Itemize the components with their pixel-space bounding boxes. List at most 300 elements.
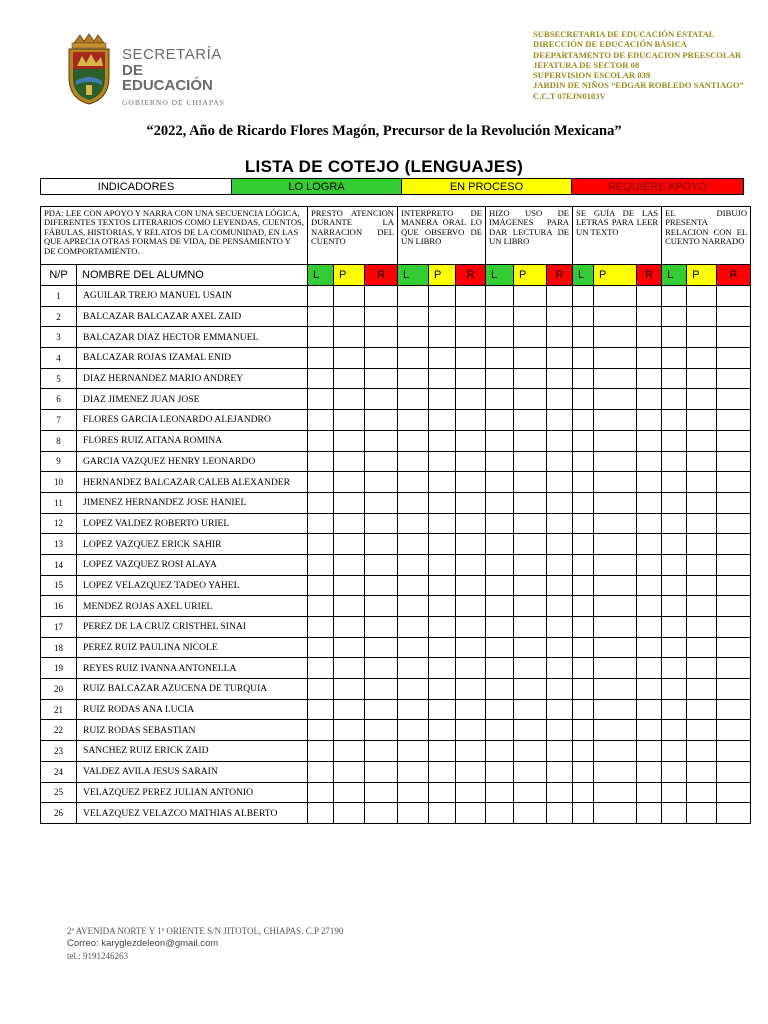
checkbox-cell[interactable] <box>486 720 514 741</box>
checkbox-cell[interactable] <box>594 389 637 410</box>
checkbox-cell[interactable] <box>594 637 637 658</box>
checkbox-cell[interactable] <box>365 617 398 638</box>
checkbox-cell[interactable] <box>637 513 662 534</box>
checkbox-cell[interactable] <box>514 699 547 720</box>
checkbox-cell[interactable] <box>687 472 717 493</box>
checkbox-cell[interactable] <box>547 472 573 493</box>
checkbox-cell[interactable] <box>486 389 514 410</box>
checkbox-cell[interactable] <box>662 368 687 389</box>
checkbox-cell[interactable] <box>514 492 547 513</box>
checkbox-cell[interactable] <box>662 699 687 720</box>
checkbox-cell[interactable] <box>365 348 398 369</box>
checkbox-cell[interactable] <box>717 782 751 803</box>
checkbox-cell[interactable] <box>717 596 751 617</box>
checkbox-cell[interactable] <box>662 720 687 741</box>
checkbox-cell[interactable] <box>308 699 334 720</box>
checkbox-cell[interactable] <box>594 534 637 555</box>
checkbox-cell[interactable] <box>429 596 456 617</box>
checkbox-cell[interactable] <box>594 658 637 679</box>
checkbox-cell[interactable] <box>514 451 547 472</box>
checkbox-cell[interactable] <box>573 741 594 762</box>
checkbox-cell[interactable] <box>573 306 594 327</box>
checkbox-cell[interactable] <box>456 741 486 762</box>
checkbox-cell[interactable] <box>334 658 365 679</box>
checkbox-cell[interactable] <box>637 741 662 762</box>
checkbox-cell[interactable] <box>334 410 365 431</box>
checkbox-cell[interactable] <box>687 596 717 617</box>
checkbox-cell[interactable] <box>514 389 547 410</box>
checkbox-cell[interactable] <box>514 286 547 307</box>
checkbox-cell[interactable] <box>514 596 547 617</box>
checkbox-cell[interactable] <box>308 513 334 534</box>
checkbox-cell[interactable] <box>398 637 429 658</box>
checkbox-cell[interactable] <box>687 348 717 369</box>
checkbox-cell[interactable] <box>514 534 547 555</box>
checkbox-cell[interactable] <box>637 803 662 824</box>
checkbox-cell[interactable] <box>594 430 637 451</box>
checkbox-cell[interactable] <box>637 327 662 348</box>
checkbox-cell[interactable] <box>365 430 398 451</box>
checkbox-cell[interactable] <box>486 410 514 431</box>
checkbox-cell[interactable] <box>573 720 594 741</box>
checkbox-cell[interactable] <box>486 596 514 617</box>
checkbox-cell[interactable] <box>514 782 547 803</box>
checkbox-cell[interactable] <box>429 348 456 369</box>
checkbox-cell[interactable] <box>594 451 637 472</box>
checkbox-cell[interactable] <box>662 658 687 679</box>
checkbox-cell[interactable] <box>514 348 547 369</box>
checkbox-cell[interactable] <box>456 575 486 596</box>
checkbox-cell[interactable] <box>398 596 429 617</box>
checkbox-cell[interactable] <box>334 389 365 410</box>
checkbox-cell[interactable] <box>717 410 751 431</box>
checkbox-cell[interactable] <box>717 761 751 782</box>
checkbox-cell[interactable] <box>687 720 717 741</box>
checkbox-cell[interactable] <box>456 348 486 369</box>
checkbox-cell[interactable] <box>637 720 662 741</box>
checkbox-cell[interactable] <box>486 658 514 679</box>
checkbox-cell[interactable] <box>514 637 547 658</box>
checkbox-cell[interactable] <box>662 596 687 617</box>
checkbox-cell[interactable] <box>662 451 687 472</box>
checkbox-cell[interactable] <box>687 761 717 782</box>
checkbox-cell[interactable] <box>456 327 486 348</box>
checkbox-cell[interactable] <box>547 534 573 555</box>
checkbox-cell[interactable] <box>637 679 662 700</box>
checkbox-cell[interactable] <box>398 368 429 389</box>
checkbox-cell[interactable] <box>514 658 547 679</box>
checkbox-cell[interactable] <box>334 554 365 575</box>
checkbox-cell[interactable] <box>637 554 662 575</box>
checkbox-cell[interactable] <box>365 803 398 824</box>
checkbox-cell[interactable] <box>365 492 398 513</box>
checkbox-cell[interactable] <box>717 389 751 410</box>
checkbox-cell[interactable] <box>717 720 751 741</box>
checkbox-cell[interactable] <box>308 803 334 824</box>
checkbox-cell[interactable] <box>573 699 594 720</box>
checkbox-cell[interactable] <box>398 679 429 700</box>
checkbox-cell[interactable] <box>514 306 547 327</box>
checkbox-cell[interactable] <box>662 554 687 575</box>
checkbox-cell[interactable] <box>687 699 717 720</box>
checkbox-cell[interactable] <box>398 451 429 472</box>
checkbox-cell[interactable] <box>717 679 751 700</box>
checkbox-cell[interactable] <box>398 699 429 720</box>
checkbox-cell[interactable] <box>456 492 486 513</box>
checkbox-cell[interactable] <box>334 679 365 700</box>
checkbox-cell[interactable] <box>687 430 717 451</box>
checkbox-cell[interactable] <box>637 306 662 327</box>
checkbox-cell[interactable] <box>308 348 334 369</box>
checkbox-cell[interactable] <box>429 472 456 493</box>
checkbox-cell[interactable] <box>514 679 547 700</box>
checkbox-cell[interactable] <box>687 389 717 410</box>
checkbox-cell[interactable] <box>334 720 365 741</box>
checkbox-cell[interactable] <box>456 513 486 534</box>
checkbox-cell[interactable] <box>429 637 456 658</box>
checkbox-cell[interactable] <box>486 430 514 451</box>
checkbox-cell[interactable] <box>514 410 547 431</box>
checkbox-cell[interactable] <box>573 513 594 534</box>
checkbox-cell[interactable] <box>486 368 514 389</box>
checkbox-cell[interactable] <box>662 741 687 762</box>
checkbox-cell[interactable] <box>456 472 486 493</box>
checkbox-cell[interactable] <box>486 286 514 307</box>
checkbox-cell[interactable] <box>687 451 717 472</box>
checkbox-cell[interactable] <box>486 472 514 493</box>
checkbox-cell[interactable] <box>398 410 429 431</box>
checkbox-cell[interactable] <box>573 327 594 348</box>
checkbox-cell[interactable] <box>573 679 594 700</box>
checkbox-cell[interactable] <box>429 492 456 513</box>
checkbox-cell[interactable] <box>398 554 429 575</box>
checkbox-cell[interactable] <box>308 554 334 575</box>
checkbox-cell[interactable] <box>365 368 398 389</box>
checkbox-cell[interactable] <box>594 306 637 327</box>
checkbox-cell[interactable] <box>456 286 486 307</box>
checkbox-cell[interactable] <box>429 617 456 638</box>
checkbox-cell[interactable] <box>514 803 547 824</box>
checkbox-cell[interactable] <box>429 782 456 803</box>
checkbox-cell[interactable] <box>687 741 717 762</box>
checkbox-cell[interactable] <box>687 513 717 534</box>
checkbox-cell[interactable] <box>662 534 687 555</box>
checkbox-cell[interactable] <box>662 286 687 307</box>
checkbox-cell[interactable] <box>334 782 365 803</box>
checkbox-cell[interactable] <box>429 658 456 679</box>
checkbox-cell[interactable] <box>594 720 637 741</box>
checkbox-cell[interactable] <box>547 699 573 720</box>
checkbox-cell[interactable] <box>308 575 334 596</box>
checkbox-cell[interactable] <box>547 327 573 348</box>
checkbox-cell[interactable] <box>687 617 717 638</box>
checkbox-cell[interactable] <box>398 782 429 803</box>
checkbox-cell[interactable] <box>573 534 594 555</box>
checkbox-cell[interactable] <box>398 286 429 307</box>
checkbox-cell[interactable] <box>662 782 687 803</box>
checkbox-cell[interactable] <box>547 761 573 782</box>
checkbox-cell[interactable] <box>398 617 429 638</box>
checkbox-cell[interactable] <box>594 679 637 700</box>
checkbox-cell[interactable] <box>429 803 456 824</box>
checkbox-cell[interactable] <box>486 348 514 369</box>
checkbox-cell[interactable] <box>547 430 573 451</box>
checkbox-cell[interactable] <box>662 472 687 493</box>
checkbox-cell[interactable] <box>594 327 637 348</box>
checkbox-cell[interactable] <box>547 658 573 679</box>
checkbox-cell[interactable] <box>687 327 717 348</box>
checkbox-cell[interactable] <box>334 741 365 762</box>
checkbox-cell[interactable] <box>547 741 573 762</box>
checkbox-cell[interactable] <box>429 679 456 700</box>
checkbox-cell[interactable] <box>662 637 687 658</box>
checkbox-cell[interactable] <box>717 658 751 679</box>
checkbox-cell[interactable] <box>456 389 486 410</box>
checkbox-cell[interactable] <box>456 658 486 679</box>
checkbox-cell[interactable] <box>514 368 547 389</box>
checkbox-cell[interactable] <box>334 699 365 720</box>
checkbox-cell[interactable] <box>687 286 717 307</box>
checkbox-cell[interactable] <box>334 637 365 658</box>
checkbox-cell[interactable] <box>334 513 365 534</box>
checkbox-cell[interactable] <box>398 761 429 782</box>
checkbox-cell[interactable] <box>573 658 594 679</box>
checkbox-cell[interactable] <box>573 368 594 389</box>
checkbox-cell[interactable] <box>687 679 717 700</box>
checkbox-cell[interactable] <box>687 803 717 824</box>
checkbox-cell[interactable] <box>308 451 334 472</box>
checkbox-cell[interactable] <box>334 617 365 638</box>
checkbox-cell[interactable] <box>429 699 456 720</box>
checkbox-cell[interactable] <box>398 534 429 555</box>
checkbox-cell[interactable] <box>429 306 456 327</box>
checkbox-cell[interactable] <box>717 430 751 451</box>
checkbox-cell[interactable] <box>547 554 573 575</box>
checkbox-cell[interactable] <box>573 761 594 782</box>
checkbox-cell[interactable] <box>514 327 547 348</box>
checkbox-cell[interactable] <box>429 389 456 410</box>
checkbox-cell[interactable] <box>365 720 398 741</box>
checkbox-cell[interactable] <box>486 761 514 782</box>
checkbox-cell[interactable] <box>662 348 687 369</box>
checkbox-cell[interactable] <box>365 286 398 307</box>
checkbox-cell[interactable] <box>594 286 637 307</box>
checkbox-cell[interactable] <box>662 761 687 782</box>
checkbox-cell[interactable] <box>398 348 429 369</box>
checkbox-cell[interactable] <box>334 430 365 451</box>
checkbox-cell[interactable] <box>486 617 514 638</box>
checkbox-cell[interactable] <box>486 492 514 513</box>
checkbox-cell[interactable] <box>334 472 365 493</box>
checkbox-cell[interactable] <box>429 451 456 472</box>
checkbox-cell[interactable] <box>365 741 398 762</box>
checkbox-cell[interactable] <box>456 782 486 803</box>
checkbox-cell[interactable] <box>687 554 717 575</box>
checkbox-cell[interactable] <box>547 513 573 534</box>
checkbox-cell[interactable] <box>637 451 662 472</box>
checkbox-cell[interactable] <box>456 761 486 782</box>
checkbox-cell[interactable] <box>637 492 662 513</box>
checkbox-cell[interactable] <box>486 306 514 327</box>
checkbox-cell[interactable] <box>365 679 398 700</box>
checkbox-cell[interactable] <box>308 472 334 493</box>
checkbox-cell[interactable] <box>637 410 662 431</box>
checkbox-cell[interactable] <box>456 410 486 431</box>
checkbox-cell[interactable] <box>365 575 398 596</box>
checkbox-cell[interactable] <box>594 782 637 803</box>
checkbox-cell[interactable] <box>637 596 662 617</box>
checkbox-cell[interactable] <box>637 782 662 803</box>
checkbox-cell[interactable] <box>573 286 594 307</box>
checkbox-cell[interactable] <box>573 575 594 596</box>
checkbox-cell[interactable] <box>573 803 594 824</box>
checkbox-cell[interactable] <box>365 389 398 410</box>
checkbox-cell[interactable] <box>547 451 573 472</box>
checkbox-cell[interactable] <box>398 430 429 451</box>
checkbox-cell[interactable] <box>398 741 429 762</box>
checkbox-cell[interactable] <box>365 451 398 472</box>
checkbox-cell[interactable] <box>365 472 398 493</box>
checkbox-cell[interactable] <box>456 617 486 638</box>
checkbox-cell[interactable] <box>594 699 637 720</box>
checkbox-cell[interactable] <box>429 761 456 782</box>
checkbox-cell[interactable] <box>365 306 398 327</box>
checkbox-cell[interactable] <box>717 534 751 555</box>
checkbox-cell[interactable] <box>429 430 456 451</box>
checkbox-cell[interactable] <box>456 368 486 389</box>
checkbox-cell[interactable] <box>687 492 717 513</box>
checkbox-cell[interactable] <box>687 637 717 658</box>
checkbox-cell[interactable] <box>547 368 573 389</box>
checkbox-cell[interactable] <box>398 472 429 493</box>
checkbox-cell[interactable] <box>573 472 594 493</box>
checkbox-cell[interactable] <box>662 306 687 327</box>
checkbox-cell[interactable] <box>486 327 514 348</box>
checkbox-cell[interactable] <box>429 327 456 348</box>
checkbox-cell[interactable] <box>514 472 547 493</box>
checkbox-cell[interactable] <box>637 348 662 369</box>
checkbox-cell[interactable] <box>398 306 429 327</box>
checkbox-cell[interactable] <box>573 492 594 513</box>
checkbox-cell[interactable] <box>717 554 751 575</box>
checkbox-cell[interactable] <box>547 575 573 596</box>
checkbox-cell[interactable] <box>308 327 334 348</box>
checkbox-cell[interactable] <box>308 617 334 638</box>
checkbox-cell[interactable] <box>687 368 717 389</box>
checkbox-cell[interactable] <box>365 513 398 534</box>
checkbox-cell[interactable] <box>717 306 751 327</box>
checkbox-cell[interactable] <box>486 803 514 824</box>
checkbox-cell[interactable] <box>365 658 398 679</box>
checkbox-cell[interactable] <box>662 803 687 824</box>
checkbox-cell[interactable] <box>365 596 398 617</box>
checkbox-cell[interactable] <box>429 720 456 741</box>
checkbox-cell[interactable] <box>662 389 687 410</box>
checkbox-cell[interactable] <box>573 637 594 658</box>
checkbox-cell[interactable] <box>456 534 486 555</box>
checkbox-cell[interactable] <box>398 720 429 741</box>
checkbox-cell[interactable] <box>687 534 717 555</box>
checkbox-cell[interactable] <box>365 699 398 720</box>
checkbox-cell[interactable] <box>486 513 514 534</box>
checkbox-cell[interactable] <box>637 658 662 679</box>
checkbox-cell[interactable] <box>308 306 334 327</box>
checkbox-cell[interactable] <box>687 410 717 431</box>
checkbox-cell[interactable] <box>308 741 334 762</box>
checkbox-cell[interactable] <box>547 306 573 327</box>
checkbox-cell[interactable] <box>594 575 637 596</box>
checkbox-cell[interactable] <box>637 389 662 410</box>
checkbox-cell[interactable] <box>398 513 429 534</box>
checkbox-cell[interactable] <box>662 575 687 596</box>
checkbox-cell[interactable] <box>429 741 456 762</box>
checkbox-cell[interactable] <box>717 513 751 534</box>
checkbox-cell[interactable] <box>573 410 594 431</box>
checkbox-cell[interactable] <box>486 575 514 596</box>
checkbox-cell[interactable] <box>514 554 547 575</box>
checkbox-cell[interactable] <box>334 368 365 389</box>
checkbox-cell[interactable] <box>456 720 486 741</box>
checkbox-cell[interactable] <box>514 741 547 762</box>
checkbox-cell[interactable] <box>547 679 573 700</box>
checkbox-cell[interactable] <box>334 286 365 307</box>
checkbox-cell[interactable] <box>637 617 662 638</box>
checkbox-cell[interactable] <box>717 575 751 596</box>
checkbox-cell[interactable] <box>514 761 547 782</box>
checkbox-cell[interactable] <box>334 596 365 617</box>
checkbox-cell[interactable] <box>547 286 573 307</box>
checkbox-cell[interactable] <box>662 617 687 638</box>
checkbox-cell[interactable] <box>308 720 334 741</box>
checkbox-cell[interactable] <box>308 658 334 679</box>
checkbox-cell[interactable] <box>308 410 334 431</box>
checkbox-cell[interactable] <box>486 554 514 575</box>
checkbox-cell[interactable] <box>573 348 594 369</box>
checkbox-cell[interactable] <box>594 596 637 617</box>
checkbox-cell[interactable] <box>365 327 398 348</box>
checkbox-cell[interactable] <box>637 430 662 451</box>
checkbox-cell[interactable] <box>334 306 365 327</box>
checkbox-cell[interactable] <box>594 410 637 431</box>
checkbox-cell[interactable] <box>429 575 456 596</box>
checkbox-cell[interactable] <box>486 534 514 555</box>
checkbox-cell[interactable] <box>717 492 751 513</box>
checkbox-cell[interactable] <box>594 492 637 513</box>
checkbox-cell[interactable] <box>637 575 662 596</box>
checkbox-cell[interactable] <box>547 410 573 431</box>
checkbox-cell[interactable] <box>365 554 398 575</box>
checkbox-cell[interactable] <box>514 513 547 534</box>
checkbox-cell[interactable] <box>308 596 334 617</box>
checkbox-cell[interactable] <box>398 658 429 679</box>
checkbox-cell[interactable] <box>573 554 594 575</box>
checkbox-cell[interactable] <box>514 720 547 741</box>
checkbox-cell[interactable] <box>365 410 398 431</box>
checkbox-cell[interactable] <box>334 348 365 369</box>
checkbox-cell[interactable] <box>547 637 573 658</box>
checkbox-cell[interactable] <box>365 637 398 658</box>
checkbox-cell[interactable] <box>637 472 662 493</box>
checkbox-cell[interactable] <box>594 617 637 638</box>
checkbox-cell[interactable] <box>308 492 334 513</box>
checkbox-cell[interactable] <box>594 513 637 534</box>
checkbox-cell[interactable] <box>573 389 594 410</box>
checkbox-cell[interactable] <box>334 803 365 824</box>
checkbox-cell[interactable] <box>687 306 717 327</box>
checkbox-cell[interactable] <box>547 596 573 617</box>
checkbox-cell[interactable] <box>717 451 751 472</box>
checkbox-cell[interactable] <box>547 492 573 513</box>
